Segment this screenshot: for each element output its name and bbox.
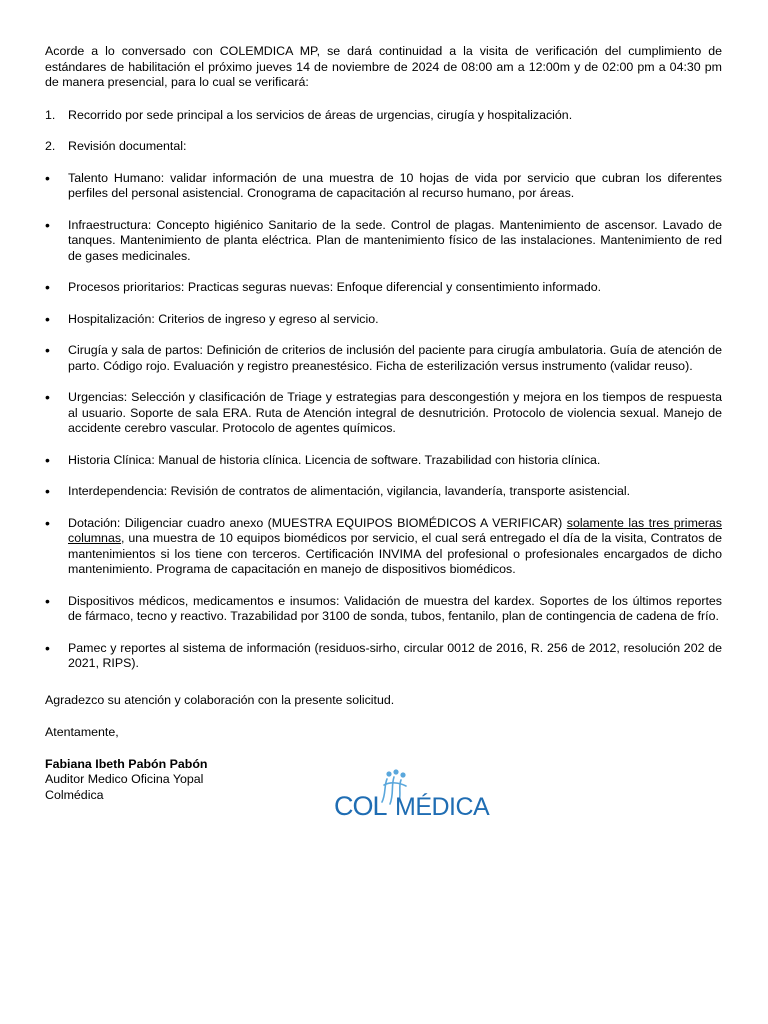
- list-item-text: Talento Humano: validar información de una muestra de 10 hojas de vida por servicio que cubran los diferentes perfiles del personal asistencial. Cronograma de capacitación al recurso humano, por áreas.: [68, 170, 722, 200]
- list-item: [45, 594, 722, 625]
- list-item: [45, 139, 722, 155]
- logo-text-medica: MÉDICA: [395, 793, 490, 821]
- list-item: [45, 218, 722, 265]
- closing-paragraph: Agradezco su atención y colaboración con la presente solicitud.: [45, 692, 395, 707]
- list-item-dotacion: [45, 516, 722, 578]
- list-item-text: Dispositivos médicos, medicamentos e insumos: Validación de muestra del kardex. Soportes de los últimos reportes de fármaco, tecno y reactivo. Trazabilidad por 3100 de sonda, tubos, fentanilo, plan de contingencia de cadena de frío.: [68, 593, 722, 623]
- people-figures-icon: [332, 768, 500, 822]
- list-item: [45, 453, 722, 469]
- bullet-icon: •: [45, 639, 50, 656]
- list-item: [45, 484, 722, 500]
- bullet-icon: •: [45, 279, 50, 295]
- bullet-icon: •: [45, 514, 50, 531]
- bullet-icon: •: [45, 592, 50, 609]
- dotacion-underlined-text: solamente las tres primeras columnas: [68, 515, 722, 545]
- list-item-text: Infraestructura: Concepto higiénico Sanitario de la sede. Control de plagas. Mantenimiento de ascensor. Lavado de tanques. Mantenimiento de planta eléctrica. Plan de mantenimiento físico de las instalaciones. Mantenimiento de red de gases medicinales.: [68, 217, 722, 263]
- dotacion-text-after: , una muestra de 10 equipos biomédicos por servicio, el cual será entregado el día de la visita, Contratos de mantenimientos si los tiene con terceros. Certificación INVIMA del profesional o profesionales encargados de dicho mantenimiento. Programa de capacitación en manejo de dispositivos biomédicos.: [68, 531, 722, 576]
- list-item-text: Interdependencia: Revisión de contratos de alimentación, vigilancia, lavandería, transporte asistencial.: [68, 484, 631, 498]
- list-marker: 1.: [45, 107, 56, 122]
- list-item-text: Procesos prioritarios: Practicas seguras nuevas: Enfoque diferencial y consentimiento informado.: [68, 280, 602, 294]
- list-marker: 2.: [45, 139, 56, 153]
- intro-paragraph: Acorde a lo conversado con COLEMDICA MP, se dará continuidad a la visita de verificación del cumplimiento de estándares de habilitación el próximo jueves 14 de noviembre de 2024 de 08:00 am a 12:00m y de 02:00 pm a 04:30 pm de manera presencial, para lo cual se verificará:: [45, 44, 722, 89]
- bullet-list: [45, 171, 722, 672]
- list-item-text: Historia Clínica: Manual de historia clínica. Licencia de software. Trazabilidad con historia clínica.: [68, 452, 601, 467]
- bullet-icon: •: [45, 342, 50, 358]
- bullet-icon: •: [45, 216, 50, 233]
- bullet-icon: •: [45, 451, 50, 468]
- list-item: [45, 390, 722, 437]
- list-item-text: Urgencias: Selección y clasificación de Triage y estrategias para descongestión y mejora en los tiempos de respuesta al usuario. Soporte de sala ERA. Ruta de Atención integral de desnutrición. Protocolo de violencia sexual. Manejo de accidente cerebro vascular. Protocolo de agentes químicos.: [68, 390, 722, 435]
- list-item-text: Revisión documental:: [68, 139, 187, 153]
- bullet-icon: •: [45, 310, 50, 327]
- list-item: [45, 108, 722, 124]
- list-item-text: Cirugía y sala de partos: Definición de criterios de inclusión del paciente para cirugía ambulatoria. Guía de atención de parto. Código rojo. Evaluación y registro preanestésico. Ficha de esterilización versus instrumento (validar reuso).: [68, 343, 722, 373]
- signer-org: Colmédica: [45, 787, 104, 802]
- list-item: [45, 171, 722, 202]
- signer-title: Auditor Medico Oficina Yopal: [45, 772, 204, 786]
- bullet-icon: •: [45, 483, 50, 499]
- list-item-text: Recorrido por sede principal a los servicios de áreas de urgencias, cirugía y hospitalización.: [68, 107, 573, 122]
- list-item-text: Hospitalización: Criterios de ingreso y egreso al servicio.: [68, 311, 379, 326]
- list-item: [45, 641, 722, 672]
- bullet-icon: •: [45, 169, 50, 186]
- logo-text-col: COL: [334, 791, 387, 821]
- colmedica-logo: [332, 768, 500, 822]
- signer-name: Fabiana Ibeth Pabón Pabón: [45, 756, 208, 771]
- list-item: [45, 343, 722, 374]
- dotacion-text-before: Dotación: Diligenciar cuadro anexo (MUESTRA EQUIPOS BIOMÉDICOS A VERIFICAR): [68, 515, 567, 530]
- list-item-text: Pamec y reportes al sistema de información (residuos-sirho, circular 0012 de 2016, R. 256 de 2012, resolución 202 de 2021, RIPS).: [68, 640, 722, 670]
- numbered-list: [45, 108, 722, 155]
- bullet-icon: •: [45, 389, 50, 405]
- list-item: [45, 312, 722, 328]
- letter-body: [45, 44, 722, 803]
- salutation: Atentamente,: [45, 725, 119, 739]
- list-item: [45, 280, 722, 296]
